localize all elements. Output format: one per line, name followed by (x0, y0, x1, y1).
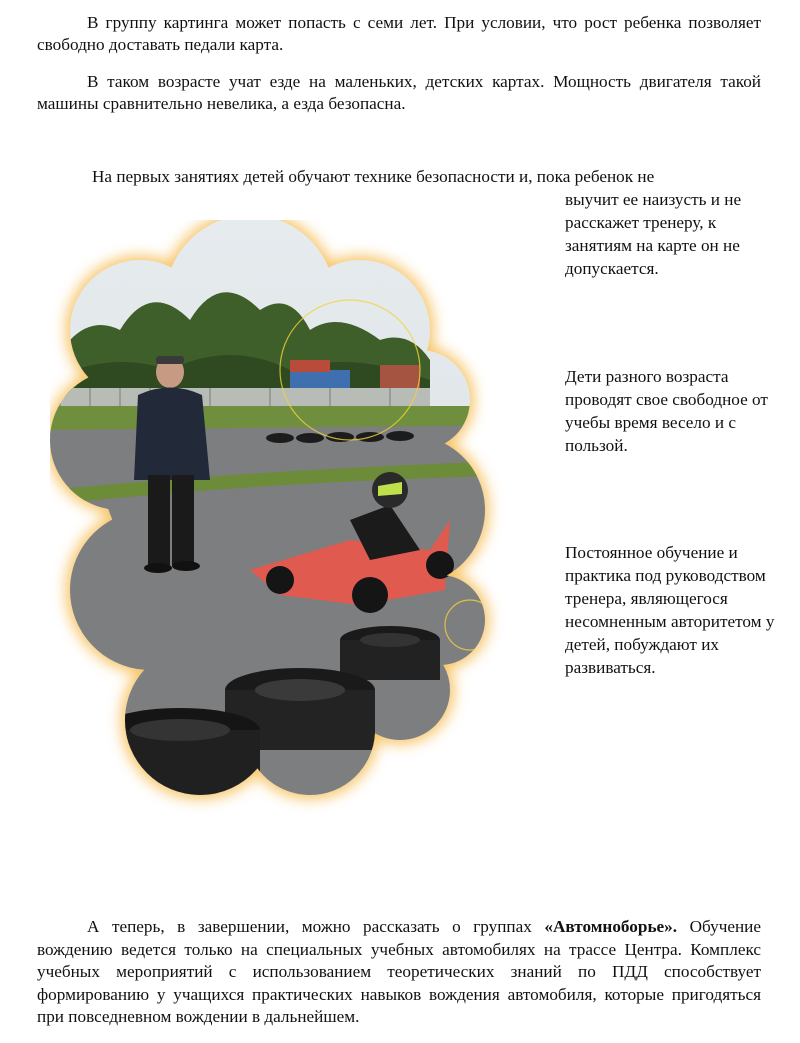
paragraph-age (37, 12, 761, 55)
automnoborye-title: «Автомноборье». (544, 917, 678, 936)
paragraph-coach: Постоянное обучение и практика под руководством тренера, являющегося несомненным авторитетом у детей, побуждают их развиваться. (565, 543, 775, 677)
paragraph-age-text: В группу картинга может попасть с семи лет. При условии, что рост ребенка позволяет свободно доставать педали карта. (37, 13, 761, 54)
paragraph-automnoborye (37, 916, 761, 1029)
fence (50, 388, 430, 408)
paragraph-small-karts (37, 71, 761, 114)
karting-photo (50, 220, 530, 840)
paragraph-safety-intro: На первых занятиях детей обучают технике безопасности и, пока ребенок не (92, 167, 655, 186)
paragraph-small-karts-text: В таком возрасте учат езде на маленьких, детских картах. Мощность двигателя такой машины сравнительно невелика, а езда безопасна. (37, 72, 761, 113)
paragraph-safety-continued: выучит ее наизусть и не расскажет тренеру, к занятиям на карте он не допускается. (565, 190, 742, 278)
automnoborye-body: Обучение вождению ведется только на специальных учебных автомобилях на трассе Центра. Комплекс учебных мероприятий с использованием теоретических знаний по ПДД способствует формированию у учащихся практических навыков вождения автомобиля, которые пригодяться при повседневном вождении в дальнейшем. (37, 917, 761, 1026)
automnoborye-intro: А теперь, в завершении, можно рассказать о группах (87, 917, 545, 936)
paragraph-free-time: Дети разного возраста проводят свое свободное от учебы время весело и с пользой. (565, 367, 768, 455)
